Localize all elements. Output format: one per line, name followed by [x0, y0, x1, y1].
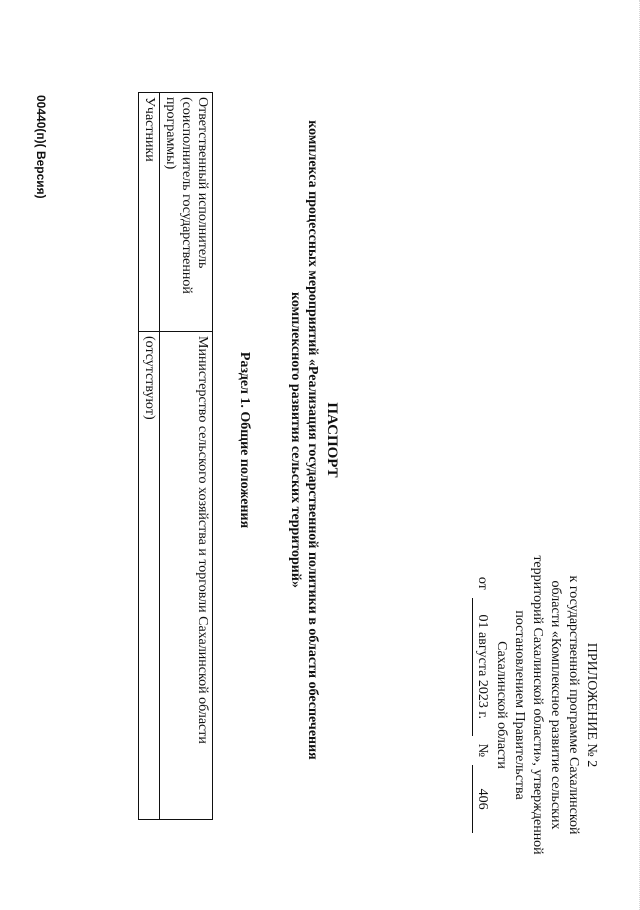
appendix-line: территорий Сахалинской области», утвержденной — [530, 555, 545, 855]
appendix-line: Сахалинской области — [494, 641, 509, 769]
table-row — [160, 93, 213, 820]
passport-title: ПАСПОРТ — [324, 402, 340, 478]
appendix-date-row — [472, 545, 491, 865]
general-provisions-table — [138, 92, 213, 820]
passport-subtitle-line: комплекса процессных мероприятий «Реализация государственной политики в области обеспечения — [305, 120, 320, 760]
table-row — [139, 93, 160, 820]
document-code: 00440(п)( Версия) — [34, 95, 48, 199]
table-cell-value: Министерство сельского хозяйства и торговли Сахалинской области — [160, 332, 213, 820]
passport-title-block — [287, 60, 340, 820]
section-title: Раздел 1. Общие положения — [237, 351, 252, 529]
approval-number: 406 — [472, 765, 491, 833]
appendix-block — [472, 545, 600, 865]
table-cell-value: (отсутствуют) — [139, 332, 160, 820]
appendix-line: области «Комплексное развитие сельских — [548, 580, 563, 830]
passport-subtitle-line: комплексного развития сельских территорий» — [288, 292, 303, 588]
table-cell-label: Ответственный исполнитель (соисполнитель государственной программы) — [160, 93, 213, 332]
approval-date: 01 августа 2023 г. — [472, 598, 491, 736]
appendix-line: постановлением Правительства — [512, 610, 527, 800]
table-cell-label: Участники — [139, 93, 160, 332]
number-label: № — [475, 743, 490, 758]
appendix-line: к государственной программе Сахалинской — [566, 575, 581, 835]
date-prefix: от — [475, 576, 490, 590]
appendix-title: ПРИЛОЖЕНИЕ № 2 — [584, 642, 599, 768]
